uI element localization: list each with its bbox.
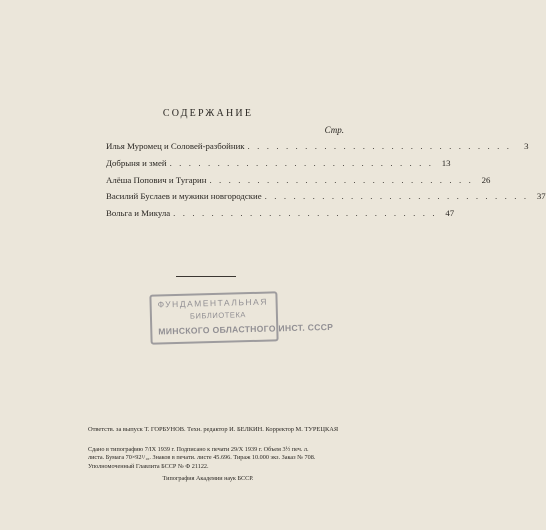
- toc-entry-title: Добрыня и змей: [106, 157, 167, 168]
- stamp-text-line: БИБЛИОТЕКА: [189, 310, 247, 321]
- library-stamp: [149, 291, 334, 344]
- stamp-text-line: МИНСКОГО ОБЛАСТНОГО ИНСТ. СССР: [158, 321, 334, 337]
- imprint-line: Сдано в типографию 7/IX 1939 г. Подписано к печати 29/X 1939 г. Объем 3½ печ. л.: [88, 446, 309, 453]
- toc-entry: [106, 141, 529, 158]
- toc-entry-page: 26: [481, 174, 491, 185]
- toc-entry-page: 13: [441, 157, 451, 168]
- imprint-line: Уполномоченный Главлита БССР № Ф 21122.: [88, 462, 209, 470]
- toc-entry-title: Василий Буслаев и мужики новгородские: [106, 191, 262, 202]
- stamp-text-line: ФУНДАМЕНТАЛЬНАЯ: [157, 296, 269, 310]
- toc-leader-dots: . . . . . . . . . . . . . . . . . . . . . . . . . . . .: [247, 141, 512, 151]
- toc-entry: [106, 157, 451, 175]
- toc-entry: [106, 174, 491, 192]
- toc-entry-title: Илья Муромец и Соловей-разбойник: [106, 141, 245, 151]
- toc-leader-dots: . . . . . . . . . . . . . . . . . . . . . . . . . . . .: [209, 174, 474, 185]
- imprint-details: [88, 446, 388, 471]
- toc-title: СОДЕРЖАНИЕ: [162, 108, 254, 119]
- toc-leader-dots: . . . . . . . . . . . . . . . . . . . . . . . . . . . .: [169, 157, 434, 168]
- toc-entry-title: Алёша Попович и Тугарин: [106, 174, 207, 185]
- imprint-responsible: Ответств. за выпуск Т. ГОРБУНОВ. Техн. редактор И. БЕЛКИН. Корректор М. ТУРЕЦКАЯ: [88, 426, 339, 433]
- imprint-printer: Типография Академии наук БССР.: [162, 475, 254, 482]
- toc-entry-page: 37: [536, 191, 546, 202]
- imprint-line: листа. Бумага 70×92¹/₁₆. Знаков в печати. листе 45.696. Тираж 10.000 экз. Заказ № 708.: [88, 454, 316, 462]
- toc-list: [106, 141, 546, 225]
- toc-entry: [106, 208, 455, 225]
- toc-entry-title: Вольга и Микула: [106, 208, 171, 219]
- toc-leader-dots: . . . . . . . . . . . . . . . . . . . . . . . . . . . .: [173, 208, 438, 219]
- divider-rule: [176, 276, 236, 277]
- toc-entry-page: 47: [445, 208, 455, 219]
- toc-entry-page: 3: [524, 141, 529, 151]
- page-column-label: Стр.: [324, 125, 344, 135]
- toc-entry: [106, 191, 546, 208]
- toc-leader-dots: . . . . . . . . . . . . . . . . . . . . . . . . . . . .: [264, 191, 529, 202]
